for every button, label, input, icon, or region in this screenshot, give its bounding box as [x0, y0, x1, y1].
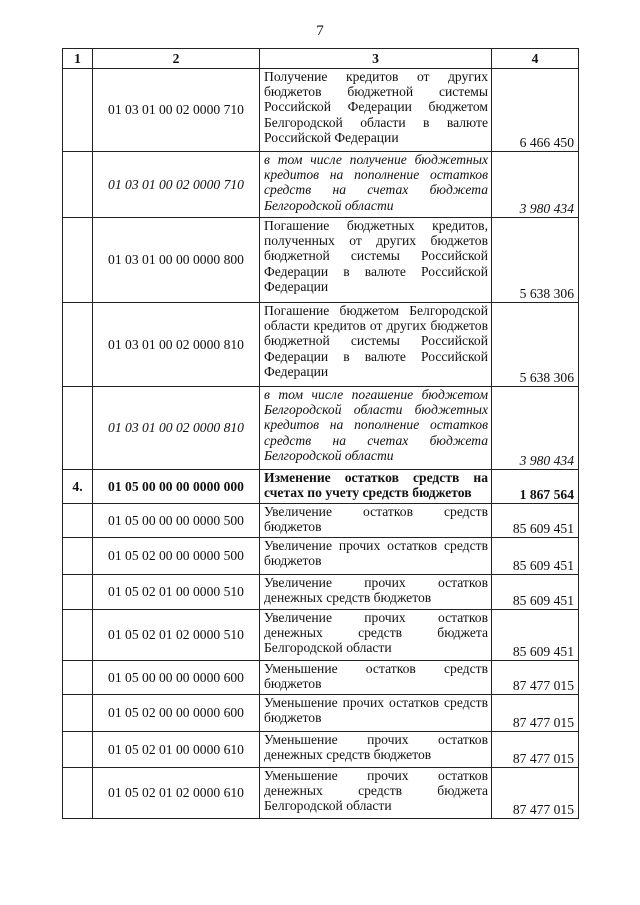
budget-sources-table	[62, 48, 579, 819]
row-number	[63, 69, 93, 152]
budget-code: 01 05 02 00 00 0000 600	[93, 695, 260, 732]
row-amount: 1 867 564	[492, 470, 579, 504]
row-number: 4.	[63, 470, 93, 504]
table-row	[63, 69, 579, 152]
row-amount: 3 980 434	[492, 387, 579, 470]
row-number	[63, 538, 93, 575]
budget-code: 01 05 02 01 02 0000 510	[93, 610, 260, 661]
row-description: Увеличение прочих остатков средств бюджетов	[260, 538, 492, 575]
row-description: Увеличение остатков средств бюджетов	[260, 504, 492, 538]
table-row	[63, 152, 579, 218]
row-description: в том числе получение бюджетных кредитов на пополнение остатков средств на счетах бюджета Белгородской области	[260, 152, 492, 218]
header-col-1: 1	[63, 49, 93, 69]
table-row	[63, 575, 579, 610]
row-description: Уменьшение прочих остатков средств бюджетов	[260, 695, 492, 732]
budget-code: 01 05 02 00 00 0000 500	[93, 538, 260, 575]
table-row	[63, 504, 579, 538]
row-description: Увеличение прочих остатков денежных средств бюджета Белгородской области	[260, 610, 492, 661]
table-row	[63, 538, 579, 575]
budget-code: 01 03 01 00 02 0000 810	[93, 387, 260, 470]
table-row	[63, 732, 579, 768]
budget-code: 01 05 00 00 00 0000 000	[93, 470, 260, 504]
table-row	[63, 387, 579, 470]
row-amount: 5 638 306	[492, 303, 579, 387]
row-description: Погашение бюджетных кредитов, полученных от других бюджетов бюджетной системы Российской Федерации в валюте Российской Федерации	[260, 218, 492, 303]
table-row	[63, 610, 579, 661]
row-description: Уменьшение остатков средств бюджетов	[260, 661, 492, 695]
row-description: в том числе погашение бюджетом Белгородской области бюджетных кредитов на пополнение остатков средств на счетах бюджета Белгородской области	[260, 387, 492, 470]
budget-code: 01 03 01 00 02 0000 710	[93, 152, 260, 218]
row-number	[63, 732, 93, 768]
row-amount: 5 638 306	[492, 218, 579, 303]
table-row	[63, 695, 579, 732]
row-amount: 87 477 015	[492, 732, 579, 768]
budget-code: 01 05 00 00 00 0000 500	[93, 504, 260, 538]
row-number	[63, 218, 93, 303]
table-row	[63, 303, 579, 387]
table-row	[63, 661, 579, 695]
row-amount: 87 477 015	[492, 768, 579, 819]
row-number	[63, 152, 93, 218]
row-amount: 87 477 015	[492, 695, 579, 732]
row-description: Изменение остатков средств на счетах по учету средств бюджетов	[260, 470, 492, 504]
row-number	[63, 303, 93, 387]
row-description: Уменьшение прочих остатков денежных средств бюджета Белгородской области	[260, 768, 492, 819]
header-col-4: 4	[492, 49, 579, 69]
table-row	[63, 768, 579, 819]
row-number	[63, 695, 93, 732]
row-number	[63, 504, 93, 538]
row-number	[63, 610, 93, 661]
row-amount: 85 609 451	[492, 504, 579, 538]
row-amount: 3 980 434	[492, 152, 579, 218]
row-number	[63, 387, 93, 470]
table-header-row	[63, 49, 579, 69]
row-description: Погашение бюджетом Белгородской области кредитов от других бюджетов бюджетной системы Российской Федерации в валюте Российской Федерации	[260, 303, 492, 387]
row-number	[63, 575, 93, 610]
row-amount: 85 609 451	[492, 538, 579, 575]
budget-code: 01 03 01 00 02 0000 810	[93, 303, 260, 387]
row-number	[63, 661, 93, 695]
budget-code: 01 03 01 00 02 0000 710	[93, 69, 260, 152]
budget-code: 01 05 02 01 02 0000 610	[93, 768, 260, 819]
row-description: Получение кредитов от других бюджетов бюджетной системы Российской Федерации бюджетом Белгородской области в валюте Российской Федерации	[260, 69, 492, 152]
row-description: Уменьшение прочих остатков денежных средств бюджетов	[260, 732, 492, 768]
page-number: 7	[316, 23, 324, 39]
row-amount: 87 477 015	[492, 661, 579, 695]
row-amount: 85 609 451	[492, 610, 579, 661]
table-row	[63, 470, 579, 504]
row-description: Увеличение прочих остатков денежных средств бюджетов	[260, 575, 492, 610]
row-amount: 6 466 450	[492, 69, 579, 152]
header-col-2: 2	[93, 49, 260, 69]
table-row	[63, 218, 579, 303]
header-col-3: 3	[260, 49, 492, 69]
budget-code: 01 05 02 01 00 0000 610	[93, 732, 260, 768]
budget-code: 01 05 02 01 00 0000 510	[93, 575, 260, 610]
budget-code: 01 03 01 00 00 0000 800	[93, 218, 260, 303]
row-number	[63, 768, 93, 819]
budget-code: 01 05 00 00 00 0000 600	[93, 661, 260, 695]
row-amount: 85 609 451	[492, 575, 579, 610]
